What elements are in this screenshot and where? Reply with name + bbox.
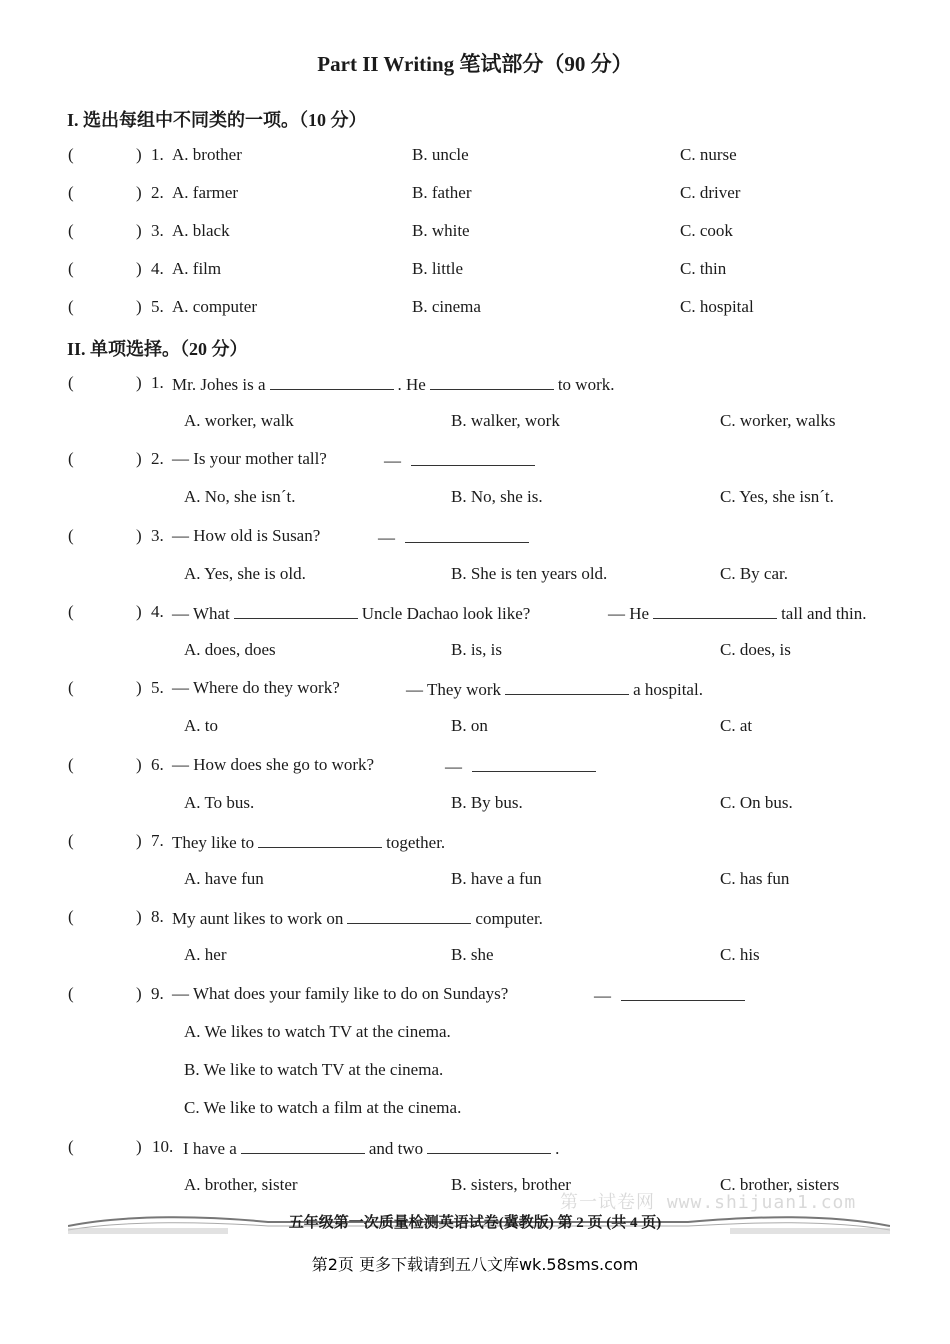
answer-blank[interactable] bbox=[270, 373, 394, 390]
option-c: C. cook bbox=[680, 221, 733, 240]
answer-blank[interactable] bbox=[234, 602, 358, 619]
answer-paren-close: ) bbox=[136, 1137, 142, 1156]
option-a: A. have fun bbox=[184, 869, 264, 888]
response-dash: — bbox=[594, 986, 611, 1005]
answer-paren-open: ( bbox=[68, 755, 74, 774]
question-number: 1. bbox=[151, 145, 164, 164]
response-line bbox=[378, 526, 533, 548]
question-number: 3. bbox=[151, 221, 164, 240]
option-b: B. sisters, brother bbox=[451, 1175, 571, 1194]
option-c: C. does, is bbox=[720, 640, 791, 659]
answer-paren-close: ) bbox=[136, 297, 142, 316]
question-part: tall and thin. bbox=[781, 604, 867, 623]
options-row bbox=[0, 945, 950, 973]
answer-blank[interactable] bbox=[241, 1137, 365, 1154]
option-b: B. little bbox=[412, 259, 463, 278]
answer-paren-close: ) bbox=[136, 907, 142, 926]
answer-paren-open: ( bbox=[68, 183, 74, 202]
response-dash: — bbox=[384, 451, 401, 470]
question-number: 3. bbox=[151, 526, 164, 545]
option-b: B. white bbox=[412, 221, 470, 240]
option-c: C. at bbox=[720, 716, 753, 735]
answer-paren-close: ) bbox=[136, 145, 142, 164]
response-dash: — bbox=[445, 757, 462, 776]
response-line bbox=[384, 449, 539, 471]
answer-paren-close: ) bbox=[136, 449, 142, 468]
question-part: — Where do they work? bbox=[172, 678, 340, 697]
question-part: — Is your mother tall? bbox=[172, 449, 327, 468]
question-number: 4. bbox=[151, 602, 164, 621]
question-part: — How does she go to work? bbox=[172, 755, 375, 774]
answer-paren-open: ( bbox=[68, 373, 74, 392]
question-part: Mr. Johes is a bbox=[172, 375, 266, 394]
option-a: A. farmer bbox=[172, 183, 239, 202]
option-c: C. By car. bbox=[720, 564, 788, 583]
answer-paren-close: ) bbox=[136, 526, 142, 545]
question-row bbox=[0, 1137, 950, 1165]
option-c: C. his bbox=[720, 945, 760, 964]
question-row bbox=[0, 602, 950, 630]
download-note: 第2页 更多下载请到五八文库wk.58sms.com bbox=[311, 1255, 639, 1274]
question-number: 9. bbox=[151, 984, 164, 1003]
answer-paren-close: ) bbox=[136, 755, 142, 774]
answer-blank[interactable] bbox=[258, 831, 382, 848]
option-b: B. walker, work bbox=[451, 411, 560, 430]
option-c: C. thin bbox=[680, 259, 727, 278]
option-b: B. she bbox=[451, 945, 494, 964]
question-row bbox=[0, 907, 950, 935]
option-a: A. film bbox=[172, 259, 222, 278]
options-row bbox=[0, 1060, 950, 1088]
question-part: Uncle Dachao look like? bbox=[361, 604, 531, 623]
answer-blank[interactable] bbox=[427, 1137, 551, 1154]
option-b: B. is, is bbox=[451, 640, 503, 659]
answer-paren-open: ( bbox=[68, 526, 74, 545]
option-c: C. We like to watch a film at the cinema. bbox=[184, 1098, 462, 1117]
option-c: C. On bus. bbox=[720, 793, 793, 812]
answer-blank[interactable] bbox=[347, 907, 471, 924]
response-line bbox=[445, 755, 600, 777]
options-row bbox=[0, 487, 950, 515]
question-number: 10. bbox=[152, 1137, 174, 1156]
options-row bbox=[0, 564, 950, 592]
question-part: I have a bbox=[183, 1139, 237, 1158]
section2-heading: II. 单项选择。（20 分） bbox=[67, 339, 248, 359]
options-row bbox=[0, 1098, 950, 1126]
answer-paren-close: ) bbox=[136, 602, 142, 621]
response-line bbox=[406, 678, 703, 700]
question-text bbox=[172, 907, 543, 929]
question-part: . He bbox=[397, 375, 426, 394]
answer-paren-open: ( bbox=[68, 602, 74, 621]
question-part: — He bbox=[608, 604, 650, 623]
answer-blank[interactable] bbox=[472, 755, 596, 772]
option-a: A. To bus. bbox=[184, 793, 255, 812]
section1-item bbox=[0, 259, 950, 287]
answer-paren-open: ( bbox=[68, 259, 74, 278]
option-a: A. her bbox=[184, 945, 227, 964]
option-a: A. computer bbox=[172, 297, 257, 316]
option-a: A. does, does bbox=[184, 640, 276, 659]
option-c: C. hospital bbox=[680, 297, 754, 316]
question-row bbox=[0, 984, 950, 1012]
question-number: 7. bbox=[151, 831, 164, 850]
option-a: A. brother bbox=[172, 145, 242, 164]
question-part: My aunt likes to work on bbox=[172, 909, 344, 928]
answer-paren-open: ( bbox=[68, 221, 74, 240]
answer-paren-close: ) bbox=[136, 373, 142, 392]
option-b: B. uncle bbox=[412, 145, 469, 164]
question-part: — What does your family like to do on Sundays? bbox=[172, 984, 509, 1003]
question-text bbox=[172, 449, 327, 469]
question-text bbox=[172, 678, 340, 698]
option-b: B. on bbox=[451, 716, 488, 735]
answer-paren-open: ( bbox=[68, 984, 74, 1003]
question-row bbox=[0, 831, 950, 859]
question-part: — What bbox=[172, 604, 230, 623]
question-part: and two bbox=[368, 1139, 424, 1158]
question-number: 8. bbox=[151, 907, 164, 926]
question-text bbox=[183, 1137, 559, 1159]
question-number: 2. bbox=[151, 183, 164, 202]
options-row bbox=[0, 793, 950, 821]
question-number: 5. bbox=[151, 297, 164, 316]
answer-paren-open: ( bbox=[68, 1137, 74, 1156]
answer-paren-close: ) bbox=[136, 831, 142, 850]
option-c: C. driver bbox=[680, 183, 741, 202]
question-number: 1. bbox=[151, 373, 164, 392]
option-a: A. to bbox=[184, 716, 218, 735]
option-b: B. She is ten years old. bbox=[451, 564, 608, 583]
section1-item bbox=[0, 183, 950, 211]
option-b: B. By bus. bbox=[451, 793, 523, 812]
answer-paren-open: ( bbox=[68, 678, 74, 697]
options-row bbox=[0, 869, 950, 897]
option-b: B. No, she is. bbox=[451, 487, 543, 506]
question-part: They like to bbox=[172, 833, 255, 852]
response-dash: — bbox=[378, 528, 395, 547]
question-row bbox=[0, 373, 950, 401]
answer-paren-close: ) bbox=[136, 183, 142, 202]
options-row bbox=[0, 640, 950, 668]
response-line bbox=[594, 984, 749, 1006]
option-c: C. has fun bbox=[720, 869, 790, 888]
section1-heading: I. 选出每组中不同类的一项。（10 分） bbox=[67, 110, 367, 130]
question-part: to work. bbox=[557, 375, 615, 394]
response-line bbox=[608, 602, 867, 624]
question-number: 4. bbox=[151, 259, 164, 278]
question-row bbox=[0, 449, 950, 477]
option-b: B. have a fun bbox=[451, 869, 542, 888]
question-row bbox=[0, 755, 950, 783]
question-part: — They work bbox=[406, 680, 502, 699]
answer-paren-close: ) bbox=[136, 984, 142, 1003]
question-text bbox=[172, 755, 374, 775]
question-part: a hospital. bbox=[633, 680, 703, 699]
question-part: computer. bbox=[475, 909, 543, 928]
option-b: B. cinema bbox=[412, 297, 481, 316]
answer-paren-open: ( bbox=[68, 297, 74, 316]
option-a: A. worker, walk bbox=[184, 411, 294, 430]
option-c: C. nurse bbox=[680, 145, 737, 164]
question-row bbox=[0, 678, 950, 706]
section1-item bbox=[0, 297, 950, 325]
option-a: A. Yes, she is old. bbox=[184, 564, 306, 583]
section1-item bbox=[0, 221, 950, 249]
page-footer: 五年级第一次质量检测英语试卷(冀教版) 第 2 页 (共 4 页) bbox=[288, 1215, 662, 1231]
watermark: 第一试卷网 www.shijuan1.com bbox=[560, 1192, 857, 1213]
question-text bbox=[172, 831, 445, 853]
option-b: B. father bbox=[412, 183, 472, 202]
option-c: C. worker, walks bbox=[720, 411, 836, 430]
question-number: 6. bbox=[151, 755, 164, 774]
answer-paren-open: ( bbox=[68, 831, 74, 850]
question-text bbox=[172, 526, 320, 546]
option-b: B. We like to watch TV at the cinema. bbox=[184, 1060, 444, 1079]
answer-paren-open: ( bbox=[68, 449, 74, 468]
option-c: C. Yes, she isn´t. bbox=[720, 487, 834, 506]
answer-paren-close: ) bbox=[136, 678, 142, 697]
answer-blank[interactable] bbox=[405, 526, 529, 543]
answer-paren-close: ) bbox=[136, 221, 142, 240]
part-title: Part II Writing 笔试部分（90 分） bbox=[317, 52, 633, 76]
answer-blank[interactable] bbox=[505, 678, 629, 695]
option-c: C. brother, sisters bbox=[720, 1175, 840, 1194]
options-row bbox=[0, 1022, 950, 1050]
option-a: A. brother, sister bbox=[184, 1175, 298, 1194]
section1-item bbox=[0, 145, 950, 173]
option-a: A. No, she isn´t. bbox=[184, 487, 296, 506]
options-row bbox=[0, 411, 950, 439]
answer-paren-close: ) bbox=[136, 259, 142, 278]
answer-blank[interactable] bbox=[621, 984, 745, 1001]
question-part: together. bbox=[386, 833, 446, 852]
question-row bbox=[0, 526, 950, 554]
answer-blank[interactable] bbox=[411, 449, 535, 466]
question-text bbox=[172, 602, 530, 624]
question-part: . bbox=[555, 1139, 560, 1158]
options-row bbox=[0, 716, 950, 744]
answer-blank[interactable] bbox=[430, 373, 554, 390]
question-number: 5. bbox=[151, 678, 164, 697]
question-text bbox=[172, 373, 615, 395]
option-a: A. We likes to watch TV at the cinema. bbox=[184, 1022, 451, 1041]
answer-blank[interactable] bbox=[653, 602, 777, 619]
answer-paren-open: ( bbox=[68, 907, 74, 926]
question-number: 2. bbox=[151, 449, 164, 468]
question-text bbox=[172, 984, 508, 1004]
answer-paren-open: ( bbox=[68, 145, 74, 164]
question-part: — How old is Susan? bbox=[172, 526, 321, 545]
option-a: A. black bbox=[172, 221, 230, 240]
